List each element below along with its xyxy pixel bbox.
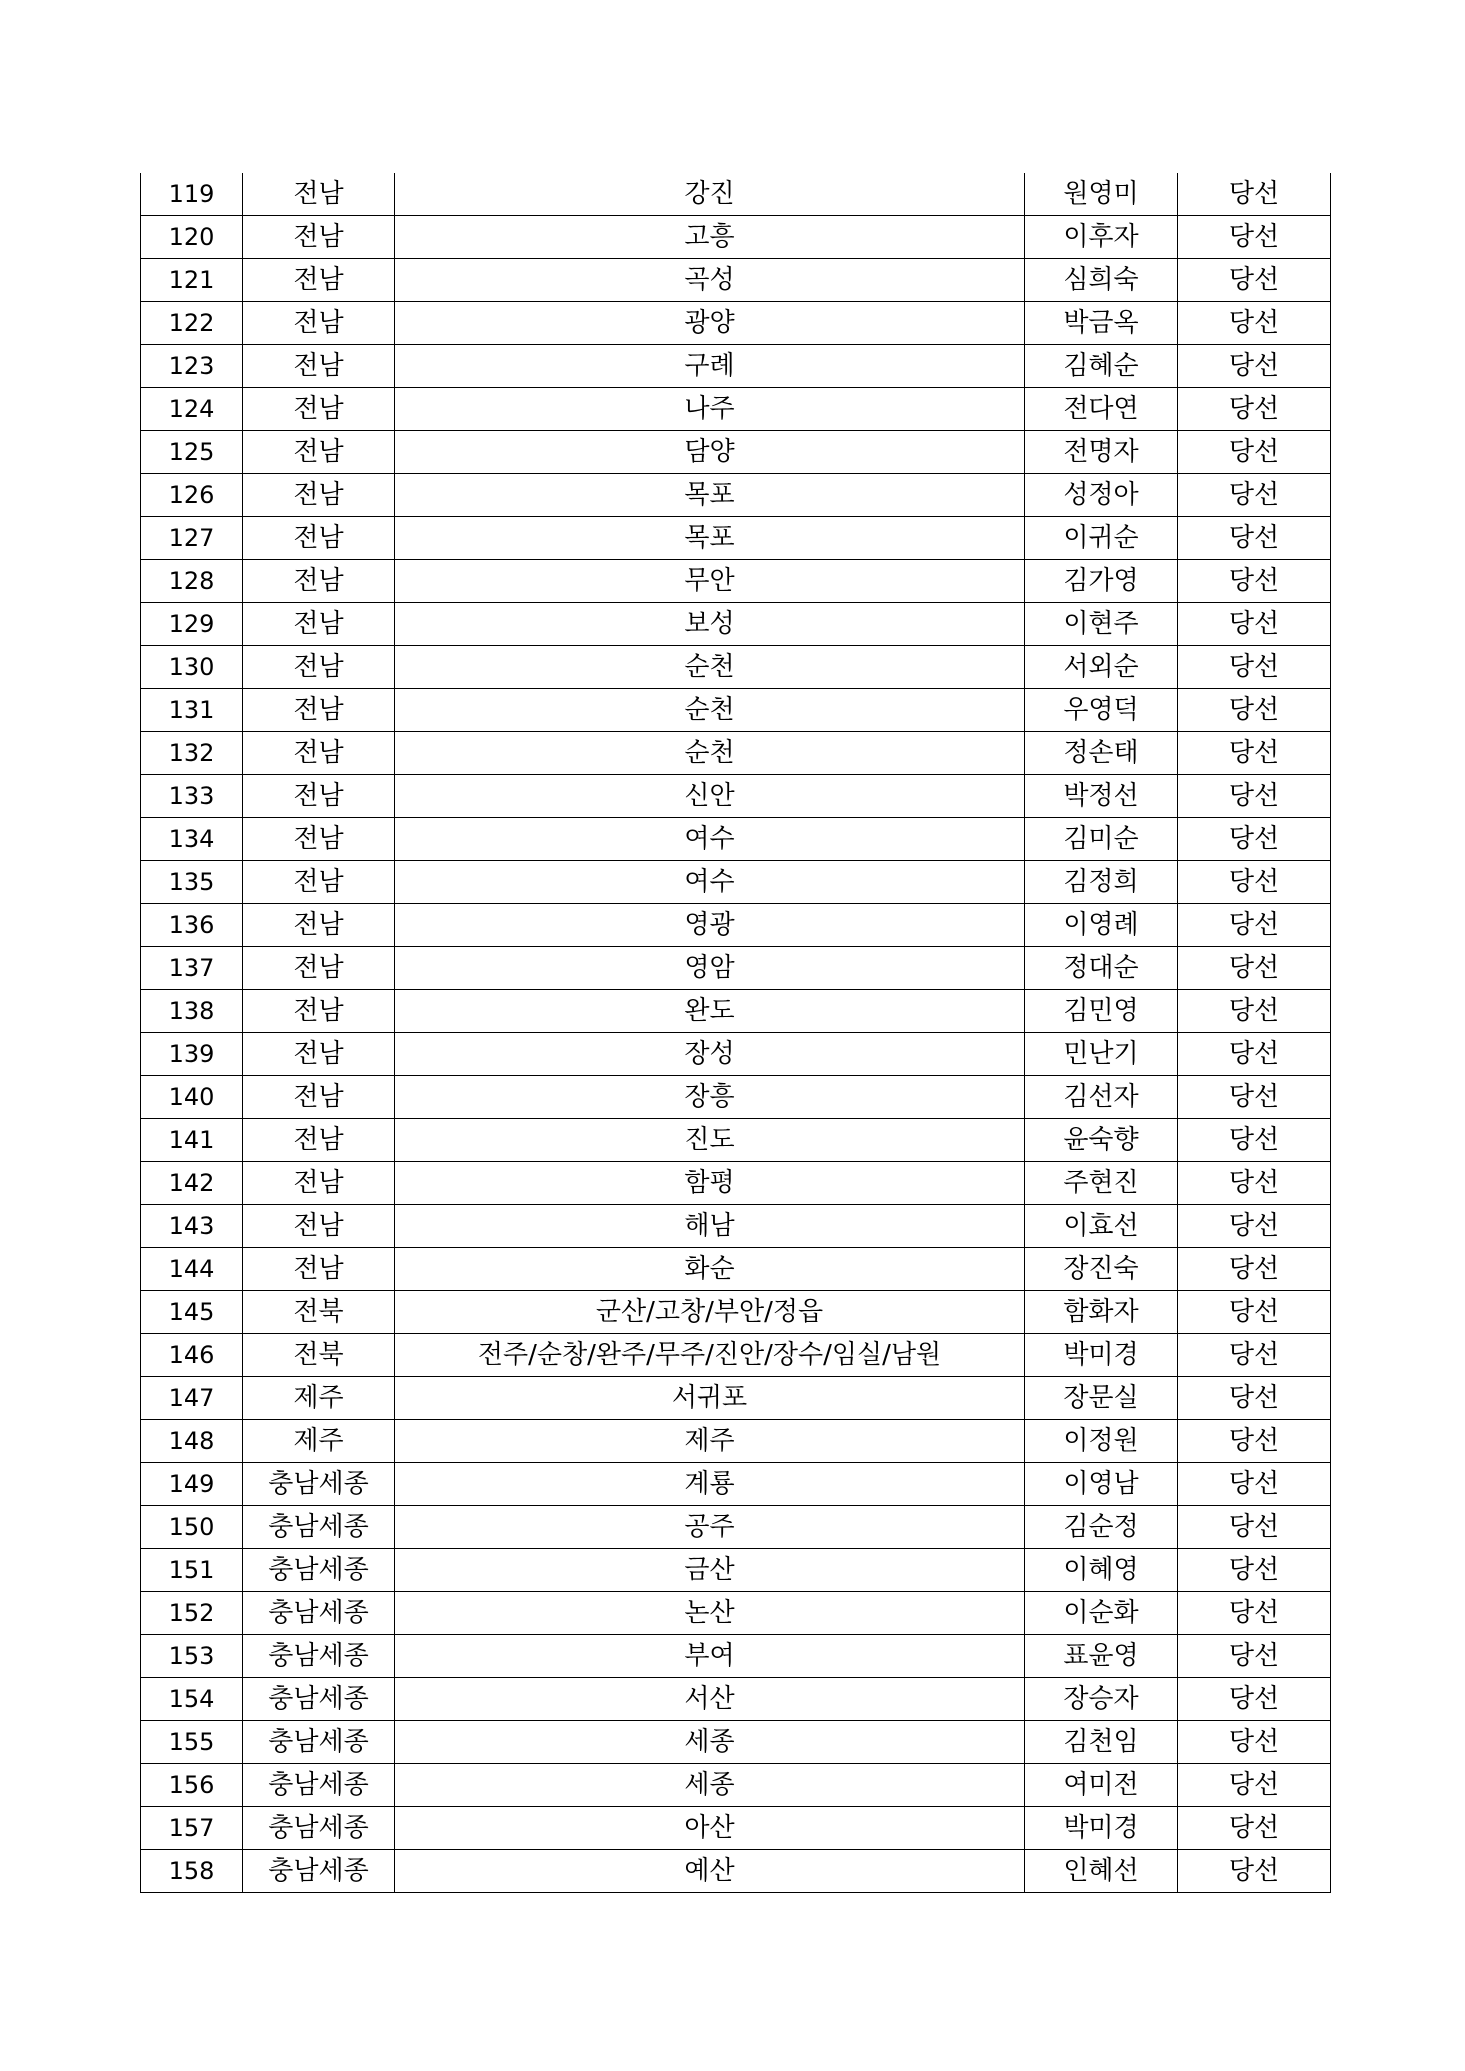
cell-result: 당선 xyxy=(1178,1506,1331,1549)
table-row xyxy=(141,1119,1331,1162)
cell-number: 121 xyxy=(141,259,243,302)
cell-name: 민난기 xyxy=(1025,1033,1178,1076)
cell-number: 126 xyxy=(141,474,243,517)
cell-district: 전주/순창/완주/무주/진안/장수/임실/남원 xyxy=(395,1334,1025,1377)
cell-district: 여수 xyxy=(395,861,1025,904)
cell-name: 주현진 xyxy=(1025,1162,1178,1205)
cell-result: 당선 xyxy=(1178,1463,1331,1506)
table-row xyxy=(141,1678,1331,1721)
cell-result: 당선 xyxy=(1178,861,1331,904)
cell-number: 141 xyxy=(141,1119,243,1162)
cell-name: 김미순 xyxy=(1025,818,1178,861)
cell-name: 장승자 xyxy=(1025,1678,1178,1721)
cell-region: 전남 xyxy=(243,732,395,775)
cell-region: 충남세종 xyxy=(243,1807,395,1850)
cell-district: 해남 xyxy=(395,1205,1025,1248)
cell-district: 순천 xyxy=(395,646,1025,689)
cell-name: 우영덕 xyxy=(1025,689,1178,732)
cell-district: 장흥 xyxy=(395,1076,1025,1119)
cell-district: 강진 xyxy=(395,173,1025,216)
cell-result: 당선 xyxy=(1178,259,1331,302)
cell-region: 전남 xyxy=(243,388,395,431)
cell-region: 전남 xyxy=(243,775,395,818)
cell-name: 이영례 xyxy=(1025,904,1178,947)
cell-name: 박정선 xyxy=(1025,775,1178,818)
cell-name: 성정아 xyxy=(1025,474,1178,517)
cell-region: 제주 xyxy=(243,1420,395,1463)
cell-name: 김민영 xyxy=(1025,990,1178,1033)
cell-name: 장진숙 xyxy=(1025,1248,1178,1291)
cell-number: 148 xyxy=(141,1420,243,1463)
cell-number: 158 xyxy=(141,1850,243,1893)
table-row xyxy=(141,1205,1331,1248)
cell-number: 119 xyxy=(141,173,243,216)
cell-result: 당선 xyxy=(1178,1592,1331,1635)
cell-number: 123 xyxy=(141,345,243,388)
cell-result: 당선 xyxy=(1178,603,1331,646)
cell-number: 128 xyxy=(141,560,243,603)
table-row xyxy=(141,947,1331,990)
table-row xyxy=(141,1506,1331,1549)
cell-result: 당선 xyxy=(1178,1033,1331,1076)
cell-number: 151 xyxy=(141,1549,243,1592)
cell-number: 157 xyxy=(141,1807,243,1850)
cell-district: 곡성 xyxy=(395,259,1025,302)
cell-number: 150 xyxy=(141,1506,243,1549)
cell-region: 전남 xyxy=(243,947,395,990)
results-table xyxy=(140,173,1331,1893)
cell-number: 156 xyxy=(141,1764,243,1807)
table-row xyxy=(141,560,1331,603)
table-row xyxy=(141,1721,1331,1764)
cell-region: 전남 xyxy=(243,1162,395,1205)
cell-district: 세종 xyxy=(395,1764,1025,1807)
cell-region: 전남 xyxy=(243,259,395,302)
cell-name: 인혜선 xyxy=(1025,1850,1178,1893)
table-row xyxy=(141,861,1331,904)
cell-number: 122 xyxy=(141,302,243,345)
cell-result: 당선 xyxy=(1178,1205,1331,1248)
cell-number: 143 xyxy=(141,1205,243,1248)
cell-number: 130 xyxy=(141,646,243,689)
table-row xyxy=(141,1807,1331,1850)
cell-district: 공주 xyxy=(395,1506,1025,1549)
cell-number: 127 xyxy=(141,517,243,560)
cell-region: 전남 xyxy=(243,818,395,861)
cell-district: 순천 xyxy=(395,732,1025,775)
cell-name: 장문실 xyxy=(1025,1377,1178,1420)
cell-region: 전북 xyxy=(243,1334,395,1377)
table-row xyxy=(141,1248,1331,1291)
cell-name: 이효선 xyxy=(1025,1205,1178,1248)
cell-district: 계룡 xyxy=(395,1463,1025,1506)
cell-result: 당선 xyxy=(1178,1549,1331,1592)
table-row xyxy=(141,1764,1331,1807)
cell-district: 여수 xyxy=(395,818,1025,861)
cell-name: 윤숙향 xyxy=(1025,1119,1178,1162)
cell-name: 전다연 xyxy=(1025,388,1178,431)
table-row xyxy=(141,818,1331,861)
cell-name: 정대순 xyxy=(1025,947,1178,990)
cell-number: 146 xyxy=(141,1334,243,1377)
cell-result: 당선 xyxy=(1178,1291,1331,1334)
cell-name: 김정희 xyxy=(1025,861,1178,904)
cell-number: 135 xyxy=(141,861,243,904)
cell-district: 광양 xyxy=(395,302,1025,345)
cell-district: 보성 xyxy=(395,603,1025,646)
cell-district: 함평 xyxy=(395,1162,1025,1205)
cell-name: 함화자 xyxy=(1025,1291,1178,1334)
table-row xyxy=(141,689,1331,732)
table-row xyxy=(141,1549,1331,1592)
table-row xyxy=(141,517,1331,560)
cell-number: 149 xyxy=(141,1463,243,1506)
cell-result: 당선 xyxy=(1178,1248,1331,1291)
cell-region: 전남 xyxy=(243,345,395,388)
cell-result: 당선 xyxy=(1178,1162,1331,1205)
cell-district: 서산 xyxy=(395,1678,1025,1721)
table-row xyxy=(141,259,1331,302)
table-row xyxy=(141,1076,1331,1119)
cell-district: 화순 xyxy=(395,1248,1025,1291)
cell-region: 충남세종 xyxy=(243,1850,395,1893)
cell-number: 138 xyxy=(141,990,243,1033)
cell-name: 박미경 xyxy=(1025,1807,1178,1850)
cell-district: 서귀포 xyxy=(395,1377,1025,1420)
cell-name: 이현주 xyxy=(1025,603,1178,646)
cell-result: 당선 xyxy=(1178,947,1331,990)
table-row xyxy=(141,388,1331,431)
cell-number: 131 xyxy=(141,689,243,732)
cell-name: 김순정 xyxy=(1025,1506,1178,1549)
table-row xyxy=(141,1463,1331,1506)
table-row xyxy=(141,431,1331,474)
cell-number: 147 xyxy=(141,1377,243,1420)
cell-result: 당선 xyxy=(1178,1420,1331,1463)
cell-region: 전남 xyxy=(243,302,395,345)
cell-number: 120 xyxy=(141,216,243,259)
cell-number: 145 xyxy=(141,1291,243,1334)
table-row xyxy=(141,1162,1331,1205)
cell-result: 당선 xyxy=(1178,345,1331,388)
cell-region: 전남 xyxy=(243,1248,395,1291)
cell-district: 목포 xyxy=(395,517,1025,560)
cell-district: 논산 xyxy=(395,1592,1025,1635)
cell-district: 영암 xyxy=(395,947,1025,990)
cell-district: 완도 xyxy=(395,990,1025,1033)
cell-district: 신안 xyxy=(395,775,1025,818)
cell-region: 전남 xyxy=(243,861,395,904)
cell-name: 여미전 xyxy=(1025,1764,1178,1807)
cell-result: 당선 xyxy=(1178,1850,1331,1893)
cell-result: 당선 xyxy=(1178,216,1331,259)
cell-district: 진도 xyxy=(395,1119,1025,1162)
cell-name: 정손태 xyxy=(1025,732,1178,775)
cell-result: 당선 xyxy=(1178,818,1331,861)
cell-result: 당선 xyxy=(1178,1334,1331,1377)
cell-number: 139 xyxy=(141,1033,243,1076)
cell-region: 전남 xyxy=(243,560,395,603)
cell-result: 당선 xyxy=(1178,990,1331,1033)
table-row xyxy=(141,1850,1331,1893)
cell-region: 전남 xyxy=(243,431,395,474)
cell-region: 전남 xyxy=(243,646,395,689)
cell-result: 당선 xyxy=(1178,732,1331,775)
cell-result: 당선 xyxy=(1178,388,1331,431)
cell-number: 132 xyxy=(141,732,243,775)
table-row xyxy=(141,1291,1331,1334)
cell-district: 영광 xyxy=(395,904,1025,947)
cell-result: 당선 xyxy=(1178,1764,1331,1807)
cell-result: 당선 xyxy=(1178,1076,1331,1119)
cell-result: 당선 xyxy=(1178,560,1331,603)
cell-name: 김선자 xyxy=(1025,1076,1178,1119)
cell-number: 144 xyxy=(141,1248,243,1291)
cell-result: 당선 xyxy=(1178,517,1331,560)
cell-region: 제주 xyxy=(243,1377,395,1420)
cell-name: 박미경 xyxy=(1025,1334,1178,1377)
cell-district: 금산 xyxy=(395,1549,1025,1592)
table-row xyxy=(141,904,1331,947)
cell-district: 군산/고창/부안/정읍 xyxy=(395,1291,1025,1334)
cell-number: 137 xyxy=(141,947,243,990)
cell-district: 제주 xyxy=(395,1420,1025,1463)
table-row xyxy=(141,1033,1331,1076)
cell-result: 당선 xyxy=(1178,904,1331,947)
table-row xyxy=(141,345,1331,388)
cell-result: 당선 xyxy=(1178,775,1331,818)
cell-number: 136 xyxy=(141,904,243,947)
cell-name: 서외순 xyxy=(1025,646,1178,689)
table-row xyxy=(141,173,1331,216)
cell-district: 부여 xyxy=(395,1635,1025,1678)
table-row xyxy=(141,603,1331,646)
table-row xyxy=(141,732,1331,775)
cell-region: 충남세종 xyxy=(243,1592,395,1635)
cell-region: 충남세종 xyxy=(243,1549,395,1592)
cell-number: 134 xyxy=(141,818,243,861)
cell-number: 125 xyxy=(141,431,243,474)
cell-result: 당선 xyxy=(1178,1721,1331,1764)
cell-name: 김천임 xyxy=(1025,1721,1178,1764)
cell-name: 전명자 xyxy=(1025,431,1178,474)
cell-region: 전남 xyxy=(243,1205,395,1248)
cell-result: 당선 xyxy=(1178,689,1331,732)
cell-number: 133 xyxy=(141,775,243,818)
results-table-container xyxy=(140,173,1330,1893)
cell-result: 당선 xyxy=(1178,474,1331,517)
table-row xyxy=(141,474,1331,517)
cell-name: 김혜순 xyxy=(1025,345,1178,388)
cell-district: 무안 xyxy=(395,560,1025,603)
cell-region: 전남 xyxy=(243,689,395,732)
cell-number: 124 xyxy=(141,388,243,431)
cell-region: 전남 xyxy=(243,474,395,517)
cell-region: 전남 xyxy=(243,904,395,947)
cell-number: 153 xyxy=(141,1635,243,1678)
cell-name: 이순화 xyxy=(1025,1592,1178,1635)
cell-district: 순천 xyxy=(395,689,1025,732)
cell-number: 129 xyxy=(141,603,243,646)
cell-region: 충남세종 xyxy=(243,1506,395,1549)
table-row xyxy=(141,302,1331,345)
cell-region: 전남 xyxy=(243,216,395,259)
cell-number: 154 xyxy=(141,1678,243,1721)
cell-district: 구례 xyxy=(395,345,1025,388)
cell-name: 심희숙 xyxy=(1025,259,1178,302)
cell-district: 예산 xyxy=(395,1850,1025,1893)
cell-district: 아산 xyxy=(395,1807,1025,1850)
cell-result: 당선 xyxy=(1178,1119,1331,1162)
cell-district: 나주 xyxy=(395,388,1025,431)
cell-number: 142 xyxy=(141,1162,243,1205)
table-row xyxy=(141,1334,1331,1377)
cell-district: 목포 xyxy=(395,474,1025,517)
cell-region: 전남 xyxy=(243,1076,395,1119)
cell-region: 전남 xyxy=(243,517,395,560)
cell-region: 전남 xyxy=(243,1119,395,1162)
cell-name: 김가영 xyxy=(1025,560,1178,603)
cell-district: 담양 xyxy=(395,431,1025,474)
cell-result: 당선 xyxy=(1178,1377,1331,1420)
cell-number: 140 xyxy=(141,1076,243,1119)
table-row xyxy=(141,1635,1331,1678)
cell-name: 표윤영 xyxy=(1025,1635,1178,1678)
cell-region: 전북 xyxy=(243,1291,395,1334)
cell-region: 충남세종 xyxy=(243,1635,395,1678)
cell-district: 세종 xyxy=(395,1721,1025,1764)
cell-region: 충남세종 xyxy=(243,1678,395,1721)
table-row xyxy=(141,646,1331,689)
cell-district: 장성 xyxy=(395,1033,1025,1076)
table-row xyxy=(141,1377,1331,1420)
cell-region: 충남세종 xyxy=(243,1721,395,1764)
cell-result: 당선 xyxy=(1178,431,1331,474)
table-row xyxy=(141,216,1331,259)
table-row xyxy=(141,1420,1331,1463)
cell-region: 전남 xyxy=(243,1033,395,1076)
cell-name: 이영남 xyxy=(1025,1463,1178,1506)
cell-result: 당선 xyxy=(1178,646,1331,689)
cell-result: 당선 xyxy=(1178,302,1331,345)
cell-name: 이후자 xyxy=(1025,216,1178,259)
cell-region: 전남 xyxy=(243,603,395,646)
table-row xyxy=(141,775,1331,818)
cell-region: 충남세종 xyxy=(243,1463,395,1506)
cell-region: 전남 xyxy=(243,990,395,1033)
cell-region: 전남 xyxy=(243,173,395,216)
cell-name: 이혜영 xyxy=(1025,1549,1178,1592)
table-row xyxy=(141,990,1331,1033)
cell-number: 155 xyxy=(141,1721,243,1764)
cell-result: 당선 xyxy=(1178,1807,1331,1850)
results-table-body xyxy=(141,173,1331,1893)
cell-result: 당선 xyxy=(1178,1678,1331,1721)
cell-number: 152 xyxy=(141,1592,243,1635)
cell-name: 박금옥 xyxy=(1025,302,1178,345)
cell-name: 이귀순 xyxy=(1025,517,1178,560)
cell-region: 충남세종 xyxy=(243,1764,395,1807)
cell-result: 당선 xyxy=(1178,173,1331,216)
cell-name: 이정원 xyxy=(1025,1420,1178,1463)
table-row xyxy=(141,1592,1331,1635)
cell-district: 고흥 xyxy=(395,216,1025,259)
cell-name: 원영미 xyxy=(1025,173,1178,216)
cell-result: 당선 xyxy=(1178,1635,1331,1678)
